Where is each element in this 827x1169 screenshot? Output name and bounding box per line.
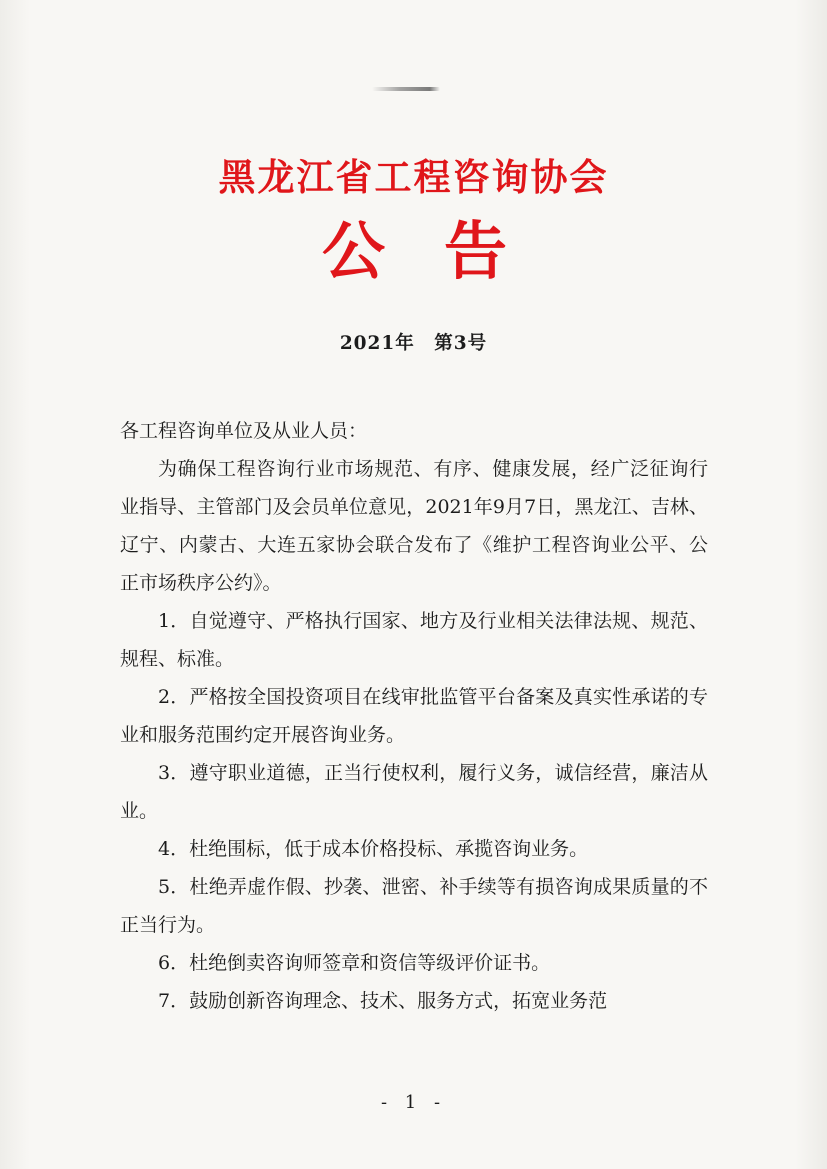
- document-type-heading: [322, 212, 507, 292]
- salutation: 各工程咨询单位及从业人员：: [120, 420, 368, 442]
- paragraph-item-5: 5．杜绝弄虚作假、抄袭、泄密、补手续等有损咨询成果质量的不正当行为。: [120, 876, 708, 936]
- document-body: [120, 412, 708, 1020]
- document-type-char-1: 公: [322, 215, 385, 288]
- document-type-char-2: 告: [444, 215, 507, 288]
- organization-title: 黑龙江省工程咨询协会: [218, 156, 609, 199]
- paragraph-item-2: 2．严格按全国投资项目在线审批监管平台备案及真实性承诺的专业和服务范围约定开展咨询业务。: [120, 686, 708, 746]
- paragraph-item-6: 6．杜绝倒卖咨询师签章和资信等级评价证书。: [158, 952, 551, 974]
- paragraph-item-4: 4．杜绝围标，低于成本价格投标、承揽咨询业务。: [158, 838, 589, 860]
- document-number: 2021年 第3号: [339, 333, 488, 354]
- page-number: - 1 -: [380, 1092, 447, 1113]
- scan-artifact-mark: [372, 87, 440, 91]
- paragraph-item-1: 1．自觉遵守、严格执行国家、地方及行业相关法律法规、规范、规程、标准。: [120, 610, 708, 670]
- paragraph-item-3: 3．遵守职业道德，正当行使权利，履行义务，诚信经营，廉洁从业。: [120, 762, 708, 822]
- paragraph-item-7: 7．鼓励创新咨询理念、技术、服务方式，拓宽业务范: [158, 990, 608, 1012]
- paragraph-intro: 为确保工程咨询行业市场规范、有序、健康发展，经广泛征询行业指导、主管部门及会员单位意见，2021年9月7日，黑龙江、吉林、辽宁、内蒙古、大连五家协会联合发布了《维护工程咨询业公平、公正市场秩序公约》。: [120, 458, 708, 594]
